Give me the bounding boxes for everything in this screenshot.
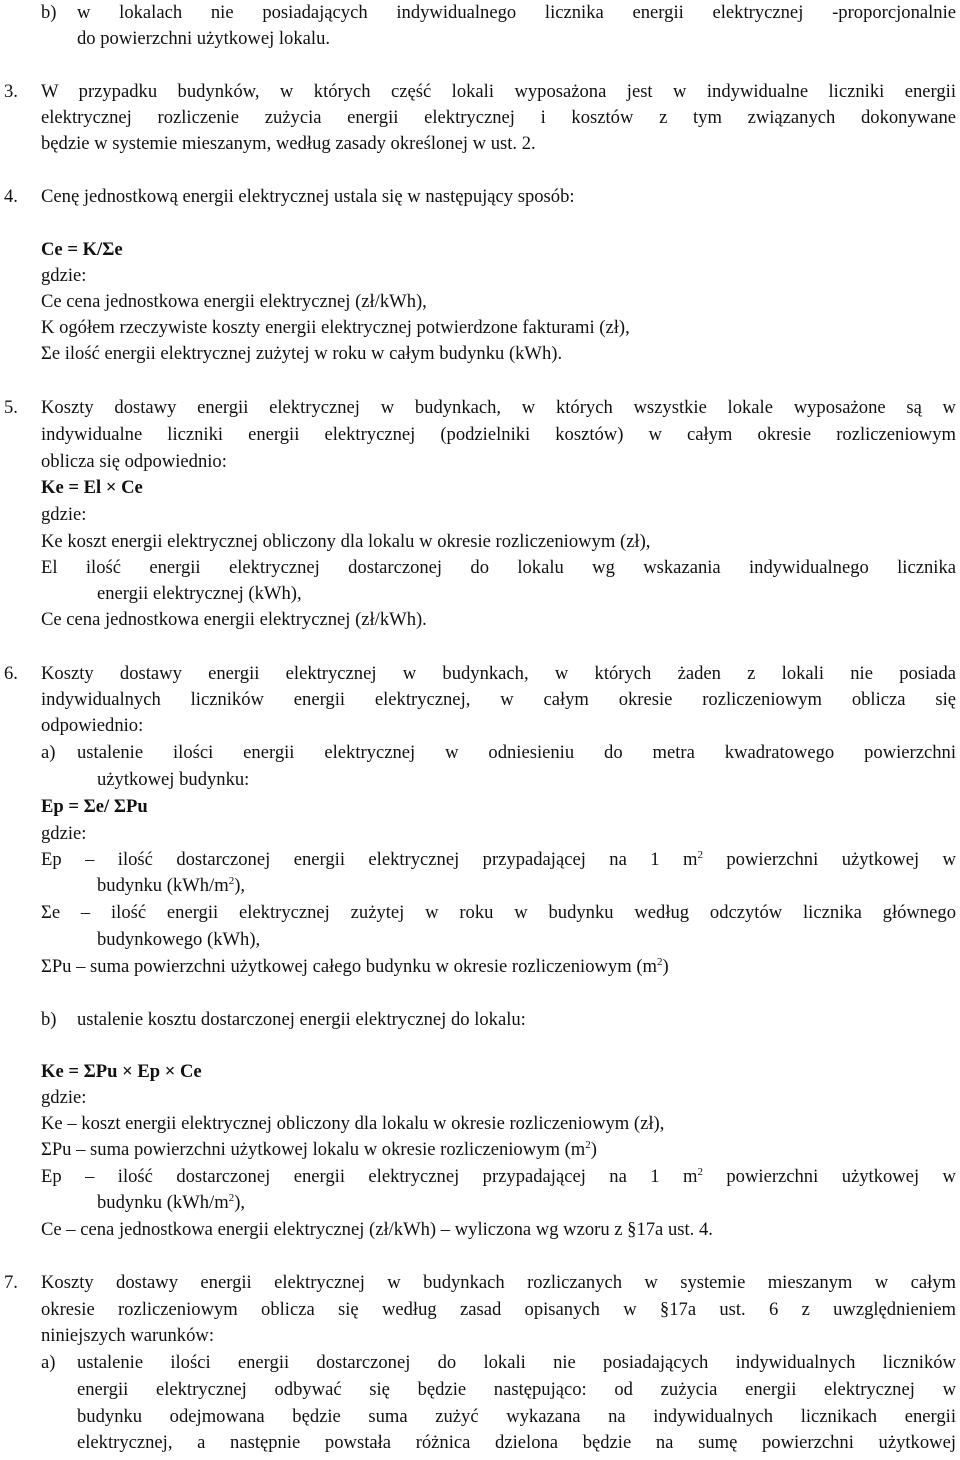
text-line: odpowiednio:: [41, 715, 144, 736]
definition-line: budynkowego (kWh),: [97, 929, 261, 950]
definition-line: budynku $(kWh/m^2)$,: [97, 1192, 246, 1213]
formula: Ep = Σe/ ΣPu: [41, 796, 148, 817]
text-line: użytkowej budynku:: [97, 769, 250, 790]
text-line: oblicza się odpowiednio:: [41, 451, 227, 472]
text-line: indywidualnych liczników energii elektrycznej, w całym okresie rozliczeniowym oblicza się: [41, 689, 956, 710]
formula: Ce = K/Σe: [41, 239, 123, 260]
definition-line: Ep – ilość dostarczonej energii elektrycznej przypadającej na 1 $m^2$ powierzchni użytkowej w: [41, 1166, 956, 1187]
text-line: Koszty dostawy energii elektrycznej w budynkach rozliczanych w systemie mieszanym w całym: [41, 1272, 956, 1293]
text-line: okresie rozliczeniowym oblicza się według zasad opisanych w §17a ust. 6 z uwzględnieniem: [41, 1299, 956, 1320]
text-line: Koszty dostawy energii elektrycznej w budynkach, w których wszystkie lokale wyposażone są w: [41, 397, 956, 418]
definition-line: Ce – cena jednostkowa energii elektrycznej (zł/kWh) – wyliczona wg wzoru z §17a ust. 4.: [41, 1219, 713, 1240]
text-line: ustalenie ilości energii elektrycznej w odniesieniu do metra kwadratowego powierzchni: [77, 742, 956, 763]
paragraph-number: 4.: [4, 186, 18, 207]
definition-line: budynku $(kWh/m^2)$,: [97, 875, 246, 896]
text-line: W przypadku budynków, w których część lokali wyposażona jest w indywidualne liczniki energii: [41, 81, 956, 102]
definition-line: Ep – ilość dostarczonej energii elektrycznej przypadającej na 1 $m^2$ powierzchni użytkowej w: [41, 849, 956, 870]
paragraph-number: 5.: [4, 397, 18, 418]
definition-line: ΣPu – suma powierzchni użytkowej lokalu w okresie rozliczeniowym $(m^2)$: [41, 1139, 597, 1160]
where-label: gdzie:: [41, 1087, 87, 1108]
item-marker: b): [41, 2, 57, 23]
formula: Ke = ΣPu × Ep × Ce: [41, 1061, 202, 1082]
definition-line: ΣPu – suma powierzchni użytkowej całego budynku w okresie rozliczeniowym $(m^2)$: [41, 956, 669, 977]
text-line: w lokalach nie posiadających indywidualnego licznika energii elektrycznej -proporcjonalnie: [77, 2, 956, 23]
item-marker: a): [41, 1352, 56, 1373]
where-label: gdzie:: [41, 823, 87, 844]
text-line: Cenę jednostkową energii elektrycznej ustala się w następujący sposób:: [41, 186, 575, 207]
text-line: do powierzchni użytkowej lokalu.: [77, 28, 331, 49]
paragraph-number: 7.: [4, 1272, 18, 1293]
definition-line: Ce cena jednostkowa energii elektrycznej (zł/kWh).: [41, 609, 427, 630]
definition-line: K ogółem rzeczywiste koszty energii elektrycznej potwierdzone fakturami (zł),: [41, 317, 630, 338]
text-line: Koszty dostawy energii elektrycznej w budynkach, w których żaden z lokali nie posiada: [41, 663, 956, 684]
where-label: gdzie:: [41, 265, 87, 286]
definition-line: Σe – ilość energii elektrycznej zużytej w roku w budynku według odczytów licznika głównego: [41, 902, 956, 923]
where-label: gdzie:: [41, 504, 87, 525]
text-line: niniejszych warunków:: [41, 1325, 214, 1346]
paragraph-number: 3.: [4, 81, 18, 102]
item-marker: b): [41, 1009, 57, 1030]
definition-line: Σe ilość energii elektrycznej zużytej w roku w całym budynku (kWh).: [41, 343, 563, 364]
formula: Ke = El × Ce: [41, 477, 143, 498]
text-line: budynku odejmowana będzie suma zużyć wykazana na indywidualnych licznikach energii: [77, 1406, 956, 1427]
text-line: indywidualne liczniki energii elektrycznej (podzielniki kosztów) w całym okresie rozliczeniowym: [41, 424, 956, 445]
definition-line: energii elektrycznej (kWh),: [97, 583, 302, 604]
text-line: energii elektrycznej odbywać się będzie następująco: od zużycia energii elektrycznej w: [77, 1379, 956, 1400]
text-line: elektrycznej, a następnie powstała różnica dzielona będzie na sumę powierzchni użytkowej: [77, 1432, 956, 1453]
definition-line: Ke – koszt energii elektrycznej obliczony dla lokalu w okresie rozliczeniowym (zł),: [41, 1113, 665, 1134]
item-marker: a): [41, 742, 56, 763]
text-line: ustalenie ilości energii dostarczonej do lokali nie posiadających indywidualnych liczników: [77, 1352, 956, 1373]
definition-line: Ce cena jednostkowa energii elektrycznej (zł/kWh),: [41, 291, 427, 312]
definition-line: Ke koszt energii elektrycznej obliczony dla lokalu w okresie rozliczeniowym (zł),: [41, 531, 651, 552]
text-line: ustalenie kosztu dostarczonej energii elektrycznej do lokalu:: [77, 1009, 526, 1030]
paragraph-number: 6.: [4, 663, 18, 684]
text-line: elektrycznej rozliczenie zużycia energii elektrycznej i kosztów z tym związanych dokonywane: [41, 107, 956, 128]
definition-line: El ilość energii elektrycznej dostarczonej do lokalu wg wskazania indywidualnego licznika: [41, 557, 956, 578]
text-line: będzie w systemie mieszanym, według zasady określonej w ust. 2.: [41, 133, 536, 154]
